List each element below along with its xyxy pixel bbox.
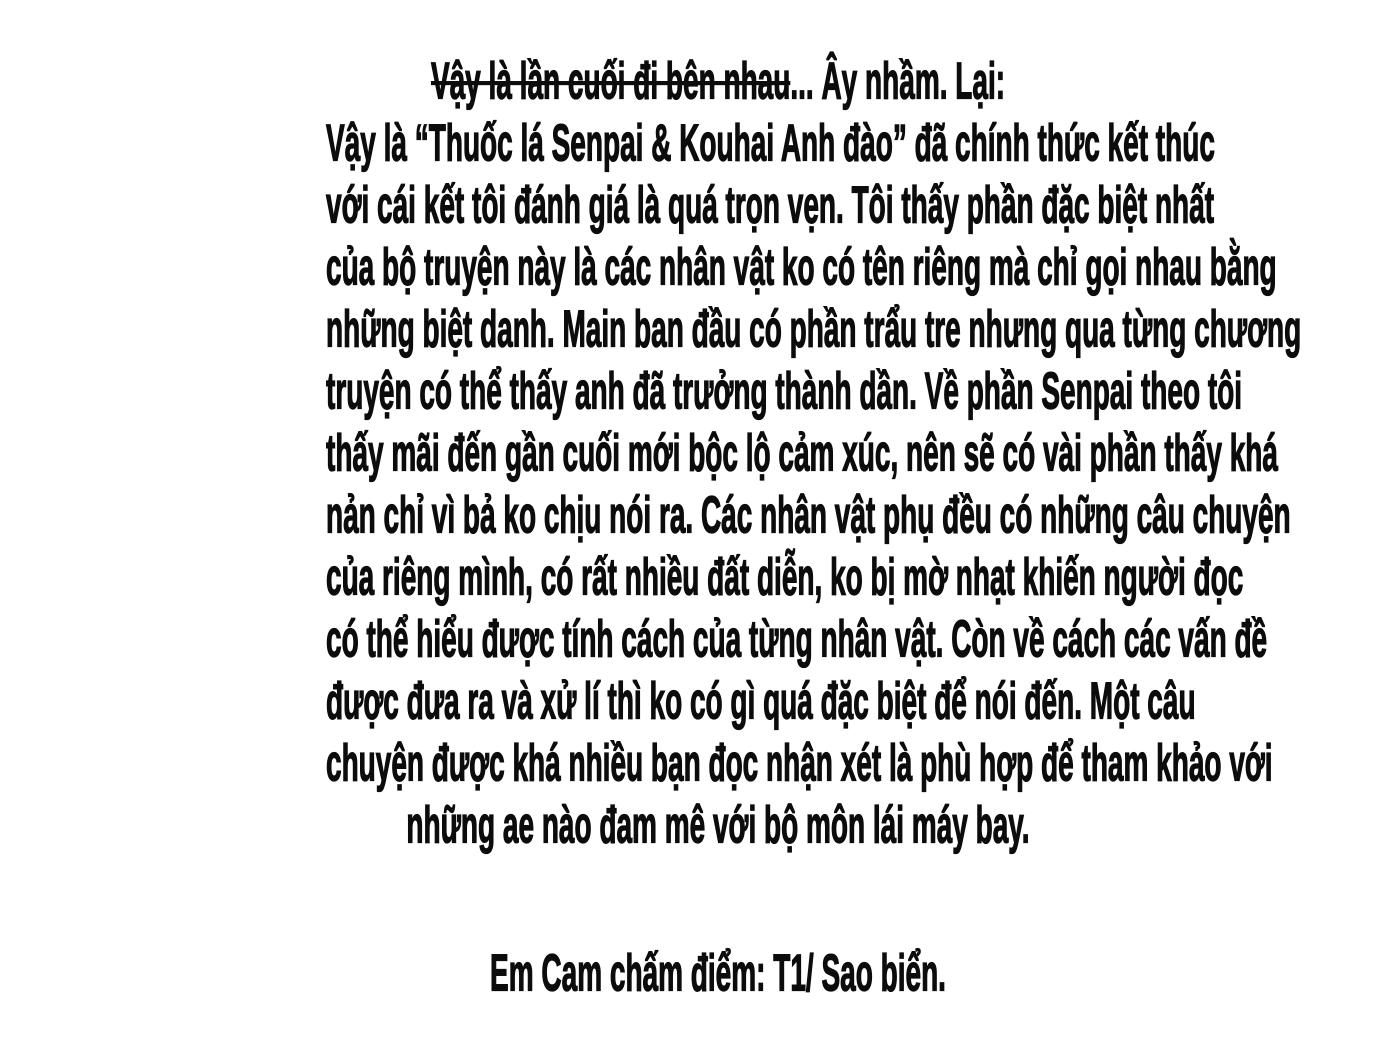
review-line: truyện có thể thấy anh đã trưởng thành dần. Về phần Senpai theo tôi <box>326 361 1243 421</box>
review-line: của bộ truyện này là các nhân vật ko có tên riêng mà chỉ gọi nhau bằng <box>326 237 1277 297</box>
strikethrough-text: Vậy là lần cuối đi bên nhau <box>430 51 791 111</box>
review-line: với cái kết tôi đánh giá là quá trọn vẹn. Tôi thấy phần đặc biệt nhất <box>326 175 1215 235</box>
intro-rest-text: ... Ây nhầm. Lại: <box>790 51 1006 111</box>
review-line: nản chỉ vì bả ko chịu nói ra. Các nhân vật phụ đều có những câu chuyện <box>326 485 1291 545</box>
review-line: những ae nào đam mê với bộ môn lái máy bay. <box>406 795 1030 855</box>
review-verdict: Em Cam chấm điểm: T1/ Sao biển. <box>490 943 946 1003</box>
review-line: được đưa ra và xử lí thì ko có gì quá đặc biệt để nói đến. Một câu <box>326 671 1196 731</box>
review-line-intro <box>326 49 1110 113</box>
review-line: những biệt danh. Main ban đầu có phần trẩu tre nhưng qua từng chương <box>326 299 1302 359</box>
review-line: có thể hiểu được tính cách của từng nhân vật. Còn về cách các vấn đề <box>326 609 1268 669</box>
review-line: chuyện được khá nhiều bạn đọc nhận xét là phù hợp để tham khảo với <box>326 733 1273 793</box>
review-line: thấy mãi đến gần cuối mới bộc lộ cảm xúc, nên sẽ có vài phần thấy khá <box>326 423 1278 483</box>
review-line: Vậy là “Thuốc lá Senpai & Kouhai Anh đào” đã chính thức kết thúc <box>326 113 1215 173</box>
review-line: của riêng mình, có rất nhiều đất diễn, ko bị mờ nhạt khiến người đọc <box>326 547 1244 607</box>
